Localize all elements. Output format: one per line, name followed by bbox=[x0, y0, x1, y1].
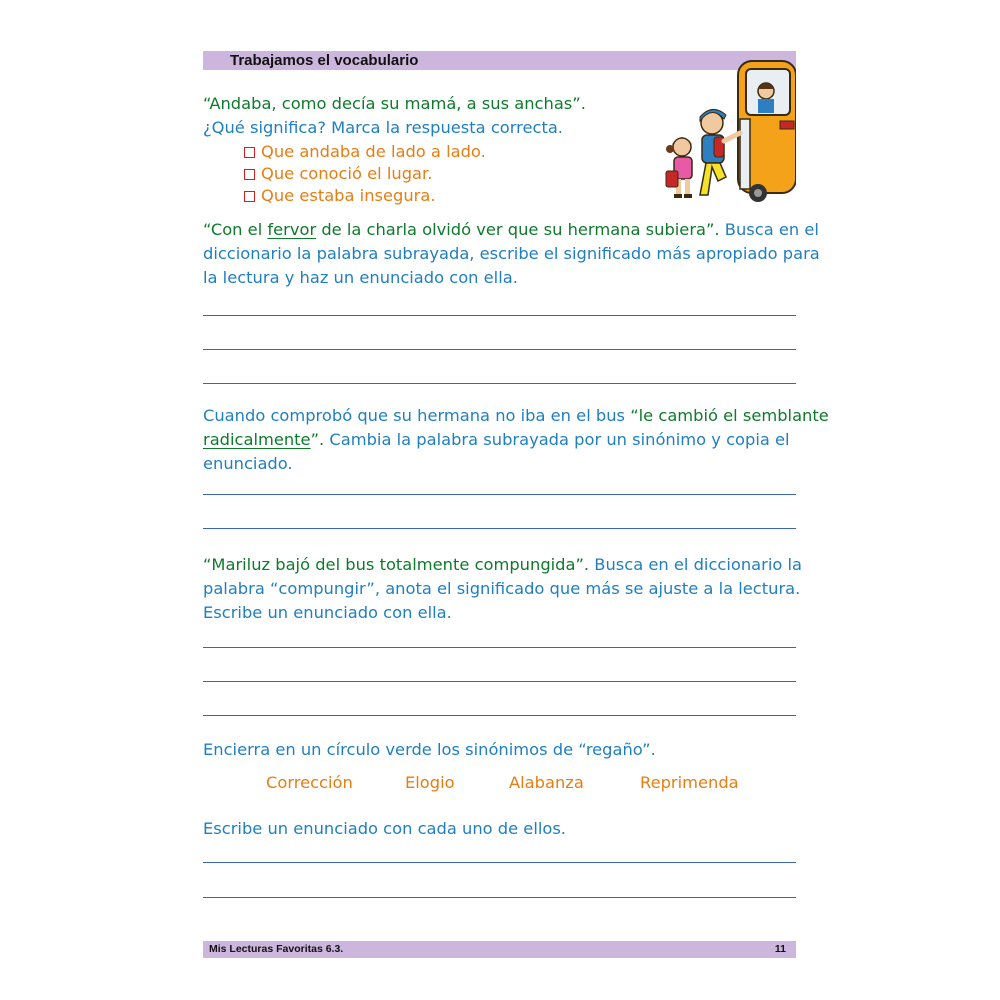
q2-line-3: la lectura y haz un enunciado con ella. bbox=[203, 268, 518, 287]
q4-line-2: palabra “compungir”, anota el significado que más se ajuste a la lectura. bbox=[203, 579, 801, 598]
synonym-word[interactable]: Elogio bbox=[405, 773, 455, 792]
answer-line[interactable] bbox=[203, 647, 796, 648]
page-footer bbox=[203, 941, 796, 958]
q4-line-3: Escribe un enunciado con ella. bbox=[203, 603, 452, 622]
q5-instruction: Encierra en un círculo verde los sinónimos de “regaño”. bbox=[203, 740, 656, 759]
q1-question: ¿Qué significa? Marca la respuesta correcta. bbox=[203, 118, 563, 137]
checkbox[interactable] bbox=[244, 169, 255, 180]
answer-line[interactable] bbox=[203, 315, 796, 316]
synonym-word[interactable]: Alabanza bbox=[509, 773, 584, 792]
q2-line-1: “Con el fervor de la charla olvidó ver que su hermana subiera”. Busca en el bbox=[203, 220, 819, 239]
q1-option-2[interactable]: Que conoció el lugar. bbox=[244, 163, 432, 185]
q3-line-1: Cuando comprobó que su hermana no iba en el bus “le cambió el semblante bbox=[203, 406, 829, 425]
school-bus-children-illustration bbox=[660, 55, 796, 205]
answer-line[interactable] bbox=[203, 681, 796, 682]
answer-line[interactable] bbox=[203, 494, 796, 495]
book-title: Mis Lecturas Favoritas 6.3. bbox=[209, 943, 344, 955]
q3-line-3: enunciado. bbox=[203, 454, 293, 473]
answer-line[interactable] bbox=[203, 715, 796, 716]
underlined-word: fervor bbox=[267, 220, 317, 239]
answer-line[interactable] bbox=[203, 383, 796, 384]
synonym-word[interactable]: Corrección bbox=[266, 773, 353, 792]
answer-line[interactable] bbox=[203, 528, 796, 529]
q1-option-1[interactable]: Que andaba de lado a lado. bbox=[244, 141, 486, 163]
checkbox[interactable] bbox=[244, 147, 255, 158]
underlined-word: radicalmente bbox=[203, 430, 311, 449]
q4-line-1: “Mariluz bajó del bus totalmente compungida”. Busca en el diccionario la bbox=[203, 555, 802, 574]
page-number: 11 bbox=[774, 943, 786, 955]
q3-line-2: radicalmente”. Cambia la palabra subrayada por un sinónimo y copia el bbox=[203, 430, 790, 449]
section-title: Trabajamos el vocabulario bbox=[230, 52, 419, 69]
answer-line[interactable] bbox=[203, 897, 796, 898]
checkbox[interactable] bbox=[244, 191, 255, 202]
q1-quote: “Andaba, como decía su mamá, a sus anchas”. bbox=[203, 94, 586, 113]
q6-instruction: Escribe un enunciado con cada uno de ellos. bbox=[203, 819, 566, 838]
answer-line[interactable] bbox=[203, 349, 796, 350]
synonym-word[interactable]: Reprimenda bbox=[640, 773, 739, 792]
answer-line[interactable] bbox=[203, 862, 796, 863]
q1-option-3[interactable]: Que estaba insegura. bbox=[244, 185, 436, 207]
q2-line-2: diccionario la palabra subrayada, escribe el significado más apropiado para bbox=[203, 244, 820, 263]
